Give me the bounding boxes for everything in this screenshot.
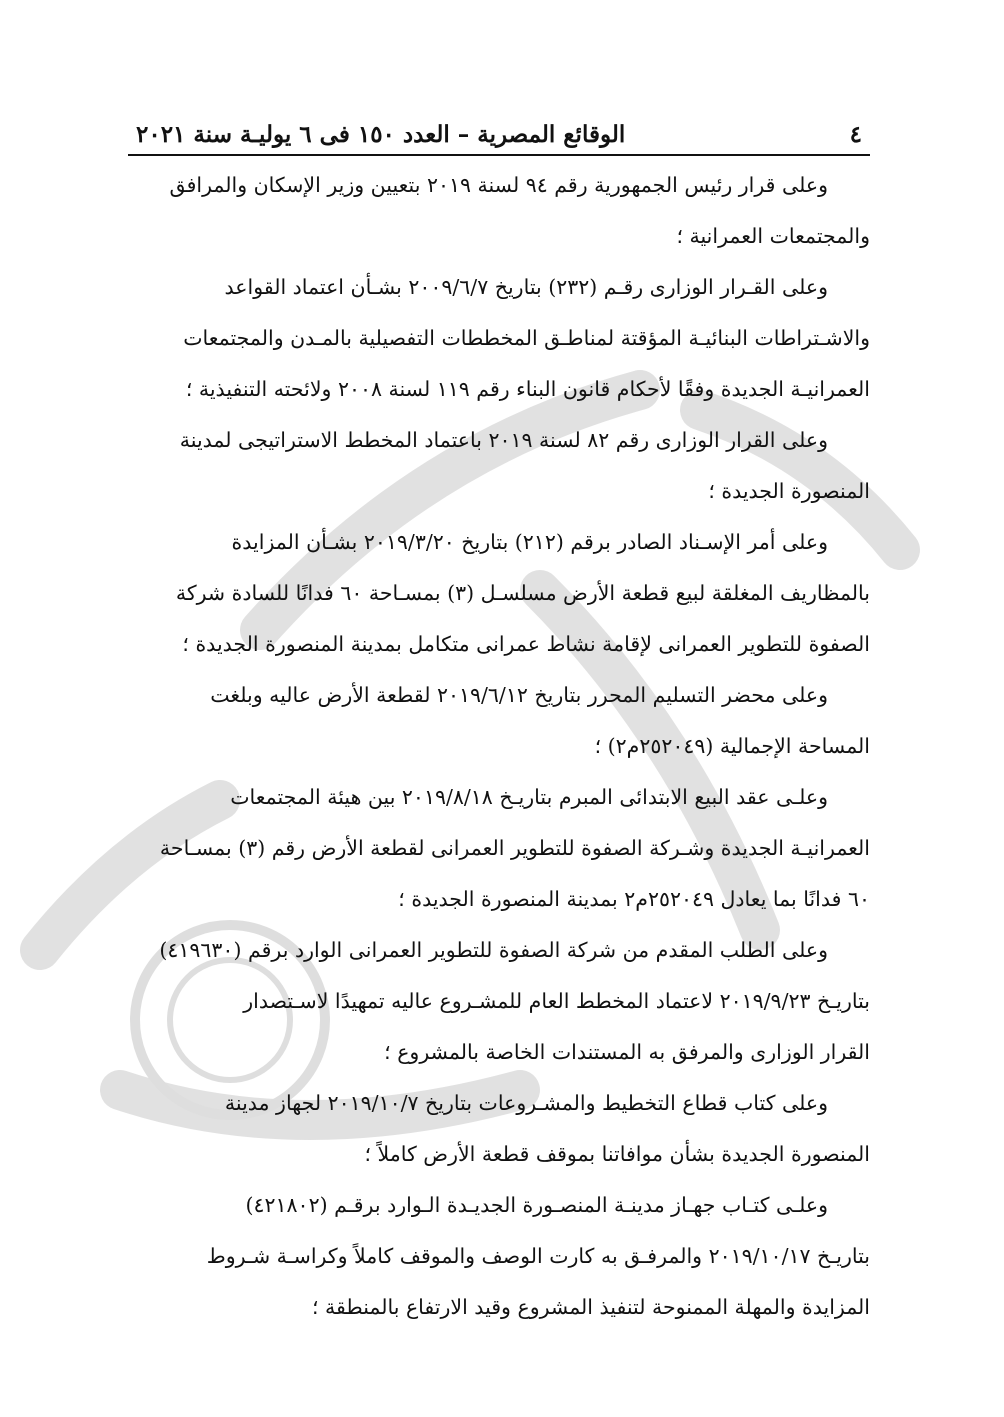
document-body — [128, 160, 870, 1333]
paragraph-line: وعلى القرار الوزارى رقم ٨٢ لسنة ٢٠١٩ باعتماد المخطط الاستراتيجى لمدينة — [179, 428, 828, 452]
paragraph-line: العمرانيـة الجديدة وفقًا لأحكام قانون البناء رقم ١١٩ لسنة ٢٠٠٨ ولائحته التنفيذية ؛ — [185, 377, 870, 401]
paragraph-line: وعلى محضر التسليم المحرر بتاريخ ٢٠١٩/٦/١٢ لقطعة الأرض عاليه وبلغت — [210, 683, 828, 707]
document-page — [128, 108, 870, 1333]
paragraph-line: القرار الوزارى والمرفق به المستندات الخاصة بالمشروع ؛ — [384, 1040, 870, 1064]
paragraph-line: وعلى أمر الإسـناد الصادر برقم (٢١٢) بتاريخ ٢٠١٩/٣/٢٠ بشـأن المزايدة — [231, 530, 828, 554]
paragraph-line: وعلى كتاب قطاع التخطيط والمشـروعات بتاريخ ٢٠١٩/١٠/٧ لجهاز مدينة — [224, 1091, 828, 1115]
paragraph-line: بتاريـخ ٢٠١٩/١٠/١٧ والمرفـق به كارت الوصف والموقف كاملاً وكراسـة شـروط — [206, 1244, 870, 1268]
paragraph-line: وعلى الطلب المقدم من شركة الصفوة للتطوير العمرانى الوارد برقم (٤١٩٦٣٠) — [159, 938, 828, 962]
paragraph-line: المساحة الإجمالية (٢٥٢٠٤٩م٢) ؛ — [594, 734, 870, 758]
paragraph-line: المنصورة الجديدة ؛ — [708, 479, 870, 503]
paragraph-line: بالمظاريف المغلقة لبيع قطعة الأرض مسلسـل (٣) بمسـاحة ٦٠ فدانًا للسادة شركة — [175, 581, 870, 605]
page-number: ٤ — [849, 121, 862, 148]
paragraph-line: المزايدة والمهلة الممنوحة لتنفيذ المشروع وقيد الارتفاع بالمنطقة ؛ — [311, 1295, 870, 1319]
paragraph-line: وعلى القـرار الوزارى رقـم (٢٣٢) بتاريخ ٢٠٠٩/٦/٧ بشـأن اعتماد القواعد — [224, 275, 828, 299]
page-header — [128, 108, 870, 156]
paragraph-line: ٦٠ فدانًا بما يعادل ٢٥٢٠٤٩م٢ بمدينة المنصورة الجديدة ؛ — [398, 887, 870, 911]
paragraph-line: وعلـى عقد البيع الابتدائى المبرم بتاريـخ ٢٠١٩/٨/١٨ بين هيئة المجتمعات — [230, 785, 828, 809]
paragraph-line: وعلـى كتـاب جهـاز مدينـة المنصـورة الجديـدة الـوارد برقـم (٤٢١٨٠٢) — [245, 1193, 828, 1217]
header-title: الوقائع المصرية – العدد ١٥٠ فى ٦ يوليـة سنة ٢٠٢١ — [136, 121, 626, 148]
paragraph-line: والمجتمعات العمرانية ؛ — [676, 224, 870, 248]
paragraph-line: الصفوة للتطوير العمرانى لإقامة نشاط عمرانى متكامل بمدينة المنصورة الجديدة ؛ — [182, 632, 870, 656]
paragraph-line: المنصورة الجديدة بشأن موافاتنا بموقف قطعة الأرض كاملاً ؛ — [364, 1142, 870, 1166]
paragraph-line: العمرانيـة الجديدة وشـركة الصفوة للتطوير العمرانى لقطعة الأرض رقم (٣) بمسـاحة — [159, 836, 870, 860]
paragraph-line: وعلى قرار رئيس الجمهورية رقم ٩٤ لسنة ٢٠١٩ بتعيين وزير الإسكان والمرافق — [169, 173, 828, 197]
paragraph-line: والاشـتراطات البنائيـة المؤقتة لمناطـق المخططات التفصيلية بالمـدن والمجتمعات — [183, 326, 870, 350]
paragraph-line: بتاريـخ ٢٠١٩/٩/٢٣ لاعتماد المخطط العام للمشـروع عاليه تمهيدًا لاسـتصدار — [243, 989, 870, 1013]
